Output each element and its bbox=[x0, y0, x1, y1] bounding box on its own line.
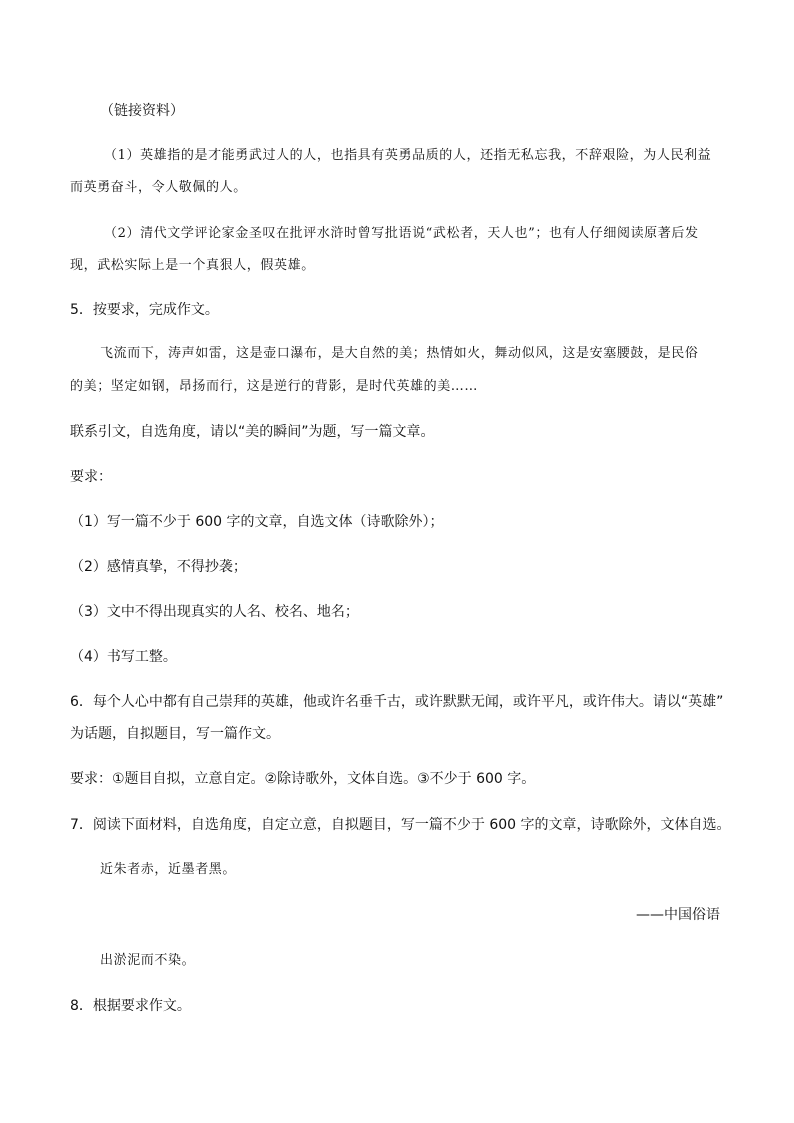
link-material-item-2-line-2: 现，武松实际上是一个真狠人，假英雄。 bbox=[70, 258, 315, 273]
question-5-title: 5．按要求，完成作文。 bbox=[70, 302, 219, 318]
question-7-title: 7．阅读下面材料，自选角度，自定立意，自拟题目，写一篇不少于 600 字的文章，诗歌除外，文体自选。 bbox=[70, 817, 731, 833]
question-6-line-1: 6．每个人心中都有自己崇拜的英雄，他或许名垂千古，或许默默无闻，或许平凡，或许伟大。请以“英雄” bbox=[70, 694, 724, 710]
question-5-requirement-4: （4）书写工整。 bbox=[70, 649, 177, 665]
question-8-title: 8．根据要求作文。 bbox=[70, 998, 191, 1014]
question-5-quote-line-2: 的美；坚定如钢，昂扬而行，这是逆行的背影，是时代英雄的美…… bbox=[70, 379, 479, 394]
question-7-quote-1: 近朱者赤，近墨者黑。 bbox=[100, 862, 237, 877]
question-5-prompt: 联系引文，自选角度，请以“美的瞬间”为题，写一篇文章。 bbox=[70, 424, 435, 440]
question-5-requirements-label: 要求： bbox=[70, 469, 112, 485]
link-material-item-2-line-1: （2）清代文学评论家金圣叹在批评水浒时曾写批语说“武松者，天人也”；也有人仔细阅读原著后发 bbox=[104, 226, 699, 241]
question-5-requirement-3: （3）文中不得出现真实的人名、校名、地名； bbox=[70, 604, 359, 620]
question-5-quote-line-1: 飞流而下，涛声如雷，这是壶口瀑布，是大自然的美；热情如火，舞动似风，这是安塞腰鼓，是民俗 bbox=[100, 346, 699, 361]
question-6-requirements: 要求：①题目自拟，立意自定。②除诗歌外，文体自选。③不少于 600 字。 bbox=[70, 771, 536, 787]
link-material-heading: （链接资料） bbox=[100, 103, 184, 119]
question-5-requirement-2: （2）感情真挚，不得抄袭； bbox=[70, 559, 247, 575]
link-material-item-1-line-1: （1）英雄指的是才能勇武过人的人，也指具有英勇品质的人，还指无私忘我，不辞艰险，为人民利益 bbox=[104, 148, 712, 163]
question-5-requirement-1: （1）写一篇不少于 600 字的文章，自选文体（诗歌除外）； bbox=[70, 514, 444, 530]
link-material-item-1-line-2: 而英勇奋斗，令人敬佩的人。 bbox=[70, 180, 247, 195]
question-7-attribution: ——中国俗语 bbox=[636, 907, 720, 923]
question-6-line-2: 为话题，自拟题目，写一篇作文。 bbox=[70, 726, 280, 742]
question-7-quote-2: 出淤泥而不染。 bbox=[100, 953, 196, 968]
